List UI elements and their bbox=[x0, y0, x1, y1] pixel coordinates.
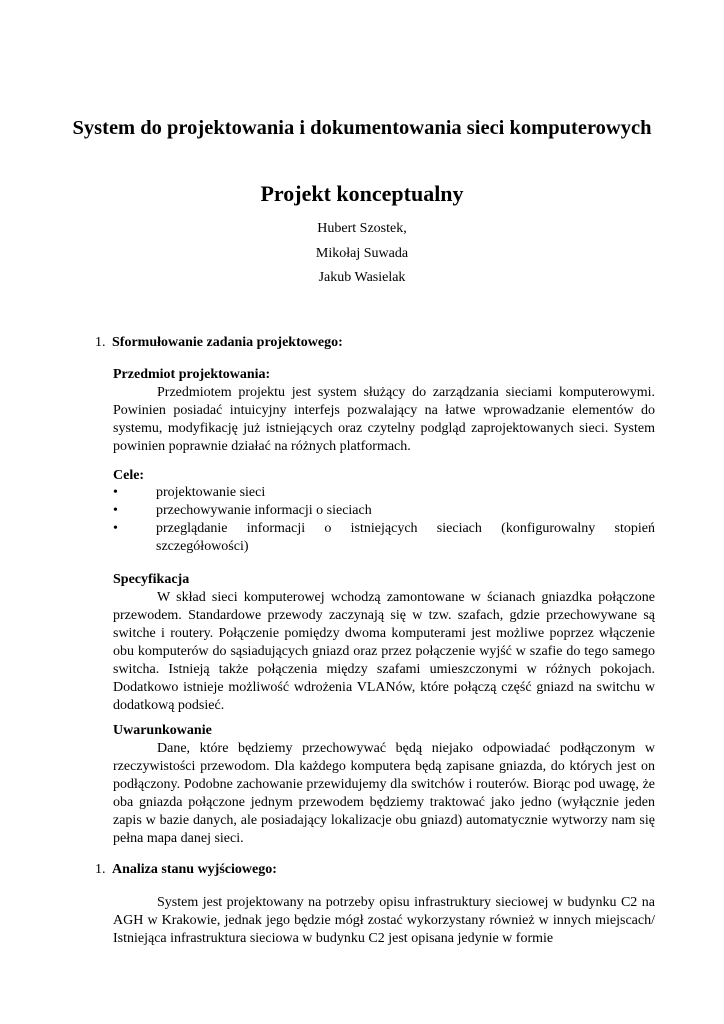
section-2-number: 1. bbox=[95, 862, 106, 877]
conditions-paragraph: Dane, które będziemy przechowywać będą niejako odpowiadać podłączonym w rzeczywistości przewodom. Dla każdego komputera będą zapisane gniazda, do których jest on podłączony. Podobne zachowanie przewidujemy dla switchów i routerów. Biorąc pod uwagę, że oba gniazda połączone jednym przewodem będziemy traktować jako jedno (wyłącznie jeden zapis w bazie danych, ale posiadający lokalizacje obu gniazd) automatycznie wytworzy nam się pełna mapa danej sieci. bbox=[113, 741, 655, 846]
author-2: Mikołaj Suwada bbox=[315, 246, 409, 261]
goals-item-text: przechowywanie informacji o sieciach bbox=[156, 503, 372, 518]
section-1-number: 1. bbox=[95, 335, 106, 350]
bullet-glyph: • bbox=[113, 521, 118, 536]
subject-heading: Przedmiot projektowania: bbox=[113, 367, 271, 382]
goals-list bbox=[113, 484, 655, 556]
section-2-title: Analiza stanu wyjściowego: bbox=[112, 862, 277, 877]
goals-list-item bbox=[113, 502, 655, 520]
specification-paragraph: W skład sieci komputerowej wchodzą zamontowane w ścianach gniazdka połączone przewodem. Standardowe przewody zaczynają się w tzw. szafach, gdzie przechowywane są switche i routery. Połączenie pomiędzy dwoma komputerami jest możliwe poprzez włączenie obu komputerów do sąsiadujących gniazd oraz przez połączenie wyjść w szafie do tego samego switcha. Istnieją także połączenia między szafami umieszczonymi w różnych pokojach. Dodatkowo istnieje możliwość wdrożenia VLANów, które połączą część gniazd na switchu w dodatkową podsieć. bbox=[113, 590, 655, 713]
author-3: Jakub Wasielak bbox=[318, 270, 406, 285]
goals-item-text: projektowanie sieci bbox=[156, 485, 266, 500]
goals-list-item bbox=[113, 484, 655, 502]
author-1: Hubert Szostek, bbox=[317, 221, 407, 236]
goals-heading: Cele: bbox=[113, 468, 145, 483]
goals-list-item bbox=[113, 520, 655, 556]
bullet-glyph: • bbox=[113, 485, 118, 500]
section-1-title: Sformułowanie zadania projektowego: bbox=[112, 335, 343, 350]
subject-paragraph: Przedmiotem projektu jest system służący do zarządzania sieciami komputerowymi. Powinien posiadać intuicyjny interfejs pozwalający na łatwe wprowadzanie elementów do systemu, modyfikację już istniejących oraz czytelny podgląd zaprojektowanych sieci. System powinien poprawnie działać na różnych platformach. bbox=[113, 385, 655, 454]
section-1-heading bbox=[95, 334, 343, 352]
document-title: System do projektowania i dokumentowania sieci komputerowych bbox=[72, 117, 652, 139]
document-subtitle: Projekt konceptualny bbox=[260, 181, 464, 206]
bullet-glyph: • bbox=[113, 503, 118, 518]
section-2-heading bbox=[95, 861, 277, 879]
section-2-paragraph: System jest projektowany na potrzeby opisu infrastruktury sieciowej w budynku C2 na AGH w Krakowie, jednak jego będzie mógł zostać wykorzystany również w innych miejscach/ Istniejąca infrastruktura sieciowa w budynku C2 jest opisana jedynie w formie bbox=[113, 895, 655, 946]
conditions-heading: Uwarunkowanie bbox=[113, 723, 212, 738]
goals-item-text: przeglądanie informacji o istniejących sieciach (konfigurowalny stopień szczegółowości) bbox=[156, 521, 655, 554]
specification-heading: Specyfikacja bbox=[113, 572, 190, 587]
